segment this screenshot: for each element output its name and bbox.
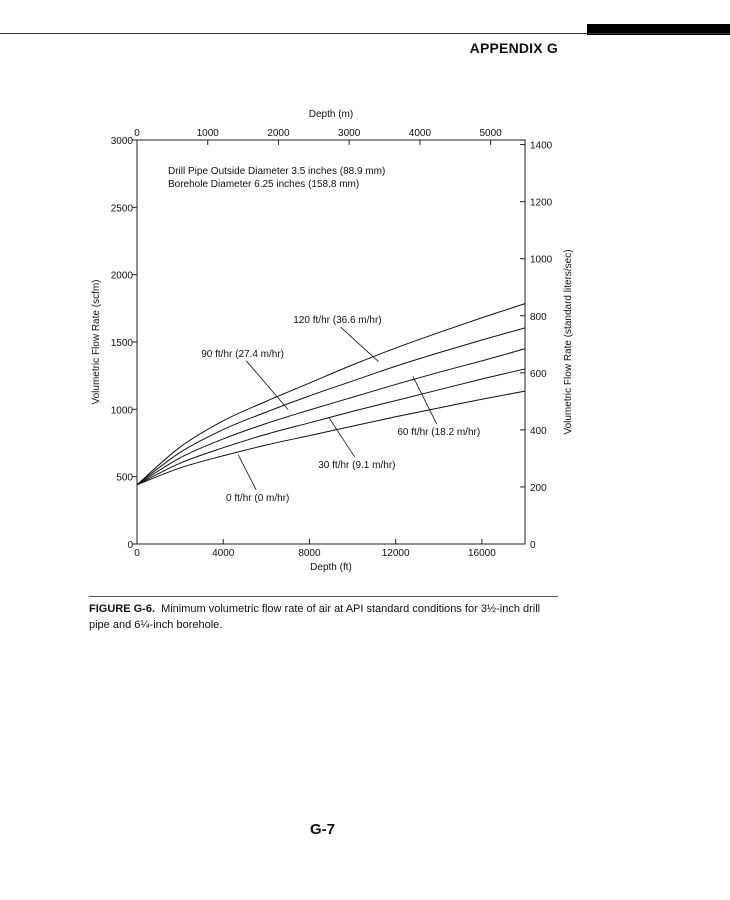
x2-tick-label: 3000 (338, 128, 361, 139)
y-tick-label: 500 (116, 472, 133, 484)
x-tick-label: 16000 (467, 548, 496, 559)
x2-tick-label: 0 (134, 128, 140, 139)
series-pointer (413, 376, 437, 424)
x2-tick-label: 4000 (408, 128, 432, 139)
y-tick-label: 0 (127, 540, 133, 551)
y2-axis-title: Volumetric Flow Rate (standard liters/sec) (563, 249, 574, 435)
series-lines (137, 304, 525, 485)
series-label: 30 ft/hr (9.1 m/hr) (318, 459, 396, 471)
y2-tick-label: 200 (530, 482, 547, 494)
series-label: 0 ft/hr (0 m/hr) (226, 492, 290, 504)
x2-tick-label: 2000 (267, 128, 290, 139)
x2-axis-title: Depth (m) (308, 109, 354, 120)
top-axis (134, 128, 502, 145)
figure-caption-text: Minimum volumetric flow rate of air at API standard conditions for 3½-inch drill pipe and 6¼-inch borehole. (89, 603, 541, 631)
bottom-axis (134, 539, 496, 559)
y2-tick-label: 800 (530, 311, 547, 323)
series-label: 60 ft/hr (18.2 m/hr) (397, 426, 481, 438)
figure-label: FIGURE G-6. (89, 603, 156, 615)
annotation-borehole-diameter: Borehole Diameter 6.25 inches (158.8 mm) (168, 179, 360, 190)
annotation-pipe-diameter: Drill Pipe Outside Diameter 3.5 inches (88.9 mm) (168, 166, 386, 177)
y-tick-label: 1500 (110, 338, 133, 349)
y2-tick-label: 1200 (530, 197, 553, 209)
series-pointer (341, 327, 379, 361)
y-tick-label: 2500 (110, 203, 133, 215)
series-labels (201, 315, 480, 504)
x-axis-title: Depth (ft) (310, 562, 352, 573)
y2-tick-label: 1400 (530, 140, 553, 152)
y2-tick-label: 1000 (530, 254, 553, 266)
x-tick-label: 0 (134, 548, 140, 559)
y2-tick-label: 0 (530, 540, 536, 551)
y-tick-label: 1000 (110, 405, 133, 417)
y2-tick-label: 600 (530, 368, 547, 380)
plot-frame (137, 140, 525, 544)
x2-tick-label: 1000 (196, 128, 219, 139)
caption-rule (89, 596, 558, 597)
appendix-title: APPENDIX G (469, 40, 558, 56)
series-pointer (238, 455, 256, 490)
series-pointer (246, 361, 288, 410)
y-axis-title: Volumetric Flow Rate (scfm) (91, 279, 102, 405)
x-tick-label: 4000 (212, 548, 235, 559)
y-tick-label: 3000 (110, 136, 133, 147)
series-label: 90 ft/hr (27.4 m/hr) (201, 348, 285, 360)
x-tick-label: 12000 (381, 548, 410, 559)
x-tick-label: 8000 (298, 548, 321, 559)
x2-tick-label: 5000 (479, 128, 502, 139)
page-number: G-7 (310, 821, 336, 838)
left-axis (111, 136, 137, 551)
series-pointer (329, 417, 355, 457)
y-tick-label: 2000 (110, 270, 133, 282)
series-label: 120 ft/hr (36.6 m/hr) (293, 315, 382, 327)
y2-tick-label: 400 (530, 425, 547, 437)
figure-caption (89, 601, 561, 633)
